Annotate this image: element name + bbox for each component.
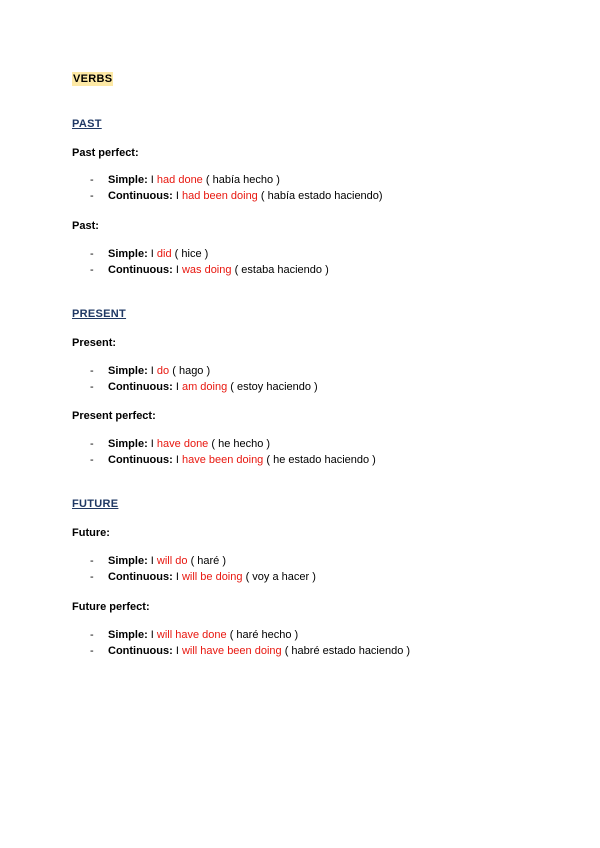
verb-form: will have been doing (181, 644, 282, 657)
group-label-present: Present: (72, 337, 117, 349)
list-item: - Simple: I will have done ( haré hecho ) (90, 628, 410, 644)
translation: ( haré ) (190, 555, 227, 567)
translation: ( había hecho ) (205, 174, 280, 186)
list-item: - Continuous: I will be doing ( voy a hacer ) (90, 570, 316, 586)
verb-form: am doing (181, 380, 228, 393)
list-item: - Continuous: I will have been doing ( habré estado haciendo ) (90, 644, 410, 660)
list-item: - Continuous: I am doing ( estoy haciendo ) (90, 380, 318, 396)
list-item: - Continuous: I had been doing ( había estado haciendo) (90, 189, 383, 205)
document-title: VERBS (73, 73, 113, 85)
verb-form: had been doing (181, 189, 258, 202)
section-heading-future: FUTURE (72, 498, 119, 510)
tense-list-present-perfect (90, 437, 376, 468)
list-item: - Simple: I did ( hice ) (90, 247, 329, 263)
bullet-dash: - (90, 438, 94, 450)
translation: ( había estado haciendo) (260, 189, 383, 202)
translation: ( haré hecho ) (229, 629, 299, 641)
bullet-dash: - (90, 380, 94, 393)
verb-form: will be doing (181, 570, 243, 583)
group-label-future: Future: (72, 527, 110, 539)
translation: ( hago ) (172, 365, 211, 377)
section-heading-past: PAST (72, 118, 102, 130)
tense-list-future-perfect (90, 628, 410, 659)
verb-form: will do (156, 555, 188, 567)
verb-form: do (156, 365, 170, 377)
bullet-dash: - (90, 629, 94, 641)
translation: ( habré estado haciendo ) (284, 644, 411, 657)
verb-form: have been doing (181, 453, 264, 466)
group-label-past: Past: (72, 220, 99, 232)
bullet-dash: - (90, 365, 94, 377)
group-label-present-perfect: Present perfect: (72, 410, 156, 422)
tense-list-past (90, 247, 329, 278)
bullet-dash: - (90, 174, 94, 186)
verb-form: had done (156, 174, 203, 186)
bullet-dash: - (90, 570, 94, 583)
tense-list-past-perfect (90, 173, 383, 204)
list-item: - Continuous: I have been doing ( he estado haciendo ) (90, 453, 376, 469)
translation: ( he estado haciendo ) (266, 453, 376, 466)
list-item: - Simple: I have done ( he hecho ) (90, 437, 376, 453)
verb-form: did (156, 248, 172, 260)
group-label-past-perfect: Past perfect: (72, 147, 139, 159)
bullet-dash: - (90, 555, 94, 567)
translation: ( estoy haciendo ) (230, 380, 318, 393)
list-item: - Continuous: I was doing ( estaba haciendo ) (90, 263, 329, 279)
bullet-dash: - (90, 248, 94, 260)
list-item: - Simple: I will do ( haré ) (90, 554, 316, 570)
tense-list-present (90, 364, 318, 395)
list-item: - Simple: I had done ( había hecho ) (90, 173, 383, 189)
group-label-future-perfect: Future perfect: (72, 601, 150, 613)
bullet-dash: - (90, 189, 94, 202)
translation: ( voy a hacer ) (245, 570, 316, 583)
list-item: - Simple: I do ( hago ) (90, 364, 318, 380)
verb-form: have done (156, 438, 209, 450)
section-heading-present: PRESENT (72, 308, 127, 320)
bullet-dash: - (90, 453, 94, 466)
translation: ( he hecho ) (211, 438, 271, 450)
verb-form: will have done (156, 629, 227, 641)
translation: ( estaba haciendo ) (234, 263, 329, 276)
tense-list-future (90, 554, 316, 585)
verb-form: was doing (181, 263, 232, 276)
translation: ( hice ) (174, 248, 209, 260)
bullet-dash: - (90, 263, 94, 276)
bullet-dash: - (90, 644, 94, 657)
